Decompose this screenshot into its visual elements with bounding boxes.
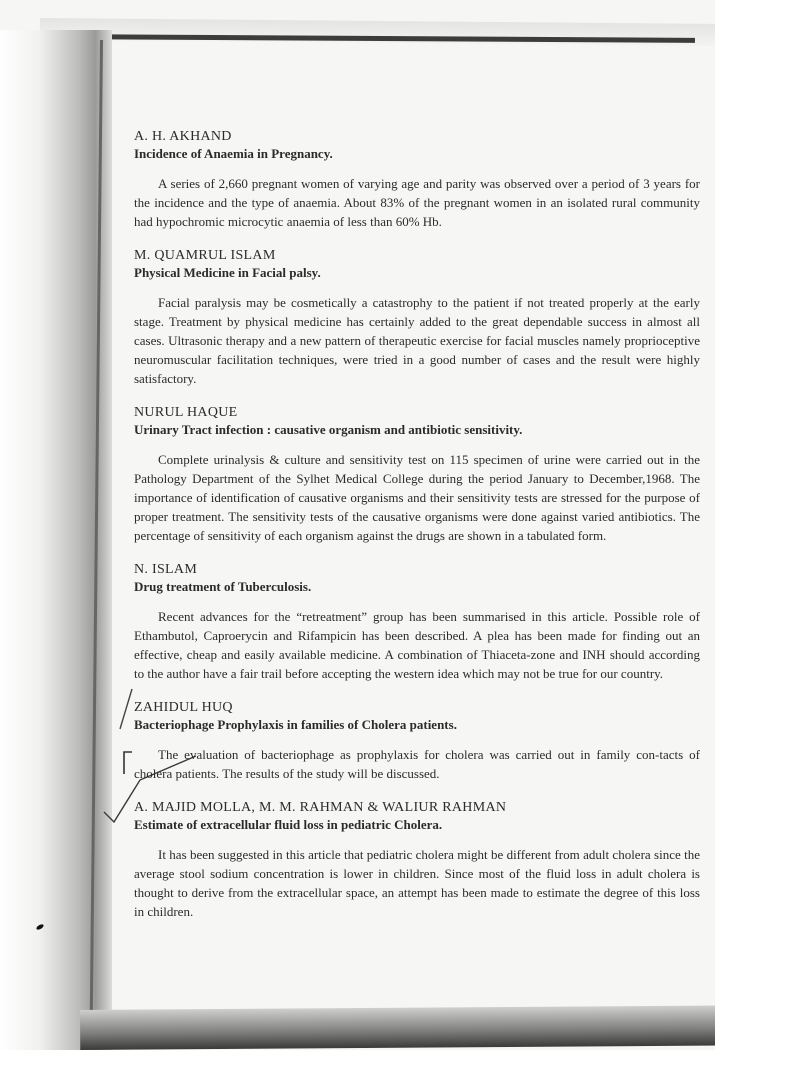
entry-abstract: Complete urinalysis & culture and sensitivity test on 115 specimen of urine were carried out in the Pathology Department of the Sylhet Medical College during the period January to December,1968. The importance of identification of causative organisms and their sensitivity tests are stressed for the purpose of proper treatment. The sensitivity tests of the causative organisms were done against varied antibiotics. The percentage of sensitivity of each organism against the drugs are shown in a tabulated form. (134, 452, 700, 543)
abstract-entry (134, 404, 700, 545)
entry-author: N. ISLAM (134, 562, 198, 577)
entry-title: Incidence of Anaemia in Pregnancy. (134, 146, 333, 161)
scan-margin-right (715, 0, 800, 1082)
entry-author: A. H. AKHAND (134, 129, 232, 144)
scan-margin-bottom (0, 1050, 800, 1082)
entry-author: A. MAJID MOLLA, M. M. RAHMAN & WALIUR RAHMAN (134, 800, 507, 815)
abstract-entry (134, 247, 700, 388)
abstract-entry (134, 799, 700, 921)
entry-title: Estimate of extracellular fluid loss in pediatric Cholera. (134, 817, 443, 832)
page-bottom-edge (80, 1006, 720, 1050)
entry-title: Physical Medicine in Facial palsy. (134, 265, 321, 280)
entry-abstract: Facial paralysis may be cosmetically a catastrophy to the patient if not treated properly at the early stage. Treatment by physical medicine has certainly added to the great dependable success in almost all cases. Ultrasonic therapy and a new pattern of therapeutic exercise for facial muscles namely proprioceptive neuromuscular facilitation techniques, were tried in a good number of cases and the result were highly satisfactory. (134, 295, 700, 386)
abstract-entry (134, 128, 700, 231)
entry-author: M. QUAMRUL ISLAM (134, 248, 276, 263)
entry-author: ZAHIDUL HUQ (134, 700, 233, 715)
entry-abstract: Recent advances for the “retreatment” group has been summarised in this article. Possible role of Ethambutol, Caproerycin and Rifampicin has been described. A plea has been made for finding out an effective, cheap and easily available medicine. A combination of Thiaceta-zone and INH should according to the author have a fair trail before accepting the western idea which may not be true for our country. (134, 609, 700, 681)
entry-author: NURUL HAQUE (134, 405, 238, 420)
entry-title: Urinary Tract infection : causative organism and antibiotic sensitivity. (134, 422, 523, 437)
abstracts-list (134, 128, 700, 937)
abstract-entry (134, 561, 700, 683)
entry-title: Bacteriophage Prophylaxis in families of Cholera patients. (134, 717, 457, 732)
entry-abstract: It has been suggested in this article that pediatric cholera might be different from adult cholera since the average stool sodium concentration is lower in children. Since most of the fluid loss in adult cholera is thought to derive from the extracellular space, an attempt has been made to estimate the degree of this loss in children. (134, 847, 700, 919)
entry-abstract: The evaluation of bacteriophage as prophylaxis for cholera was carried out in family con-tacts of cholera patients. The results of the study will be discussed. (134, 747, 700, 781)
entry-abstract: A series of 2,660 pregnant women of varying age and parity was observed over a period of 3 years for the incidence and the type of anaemia. About 83% of the pregnant women in an isolated rural community had hypochromic microcytic anaemia of less than 60% Hb. (134, 176, 700, 229)
abstract-entry (134, 699, 700, 783)
entry-title: Drug treatment of Tuberculosis. (134, 579, 312, 594)
